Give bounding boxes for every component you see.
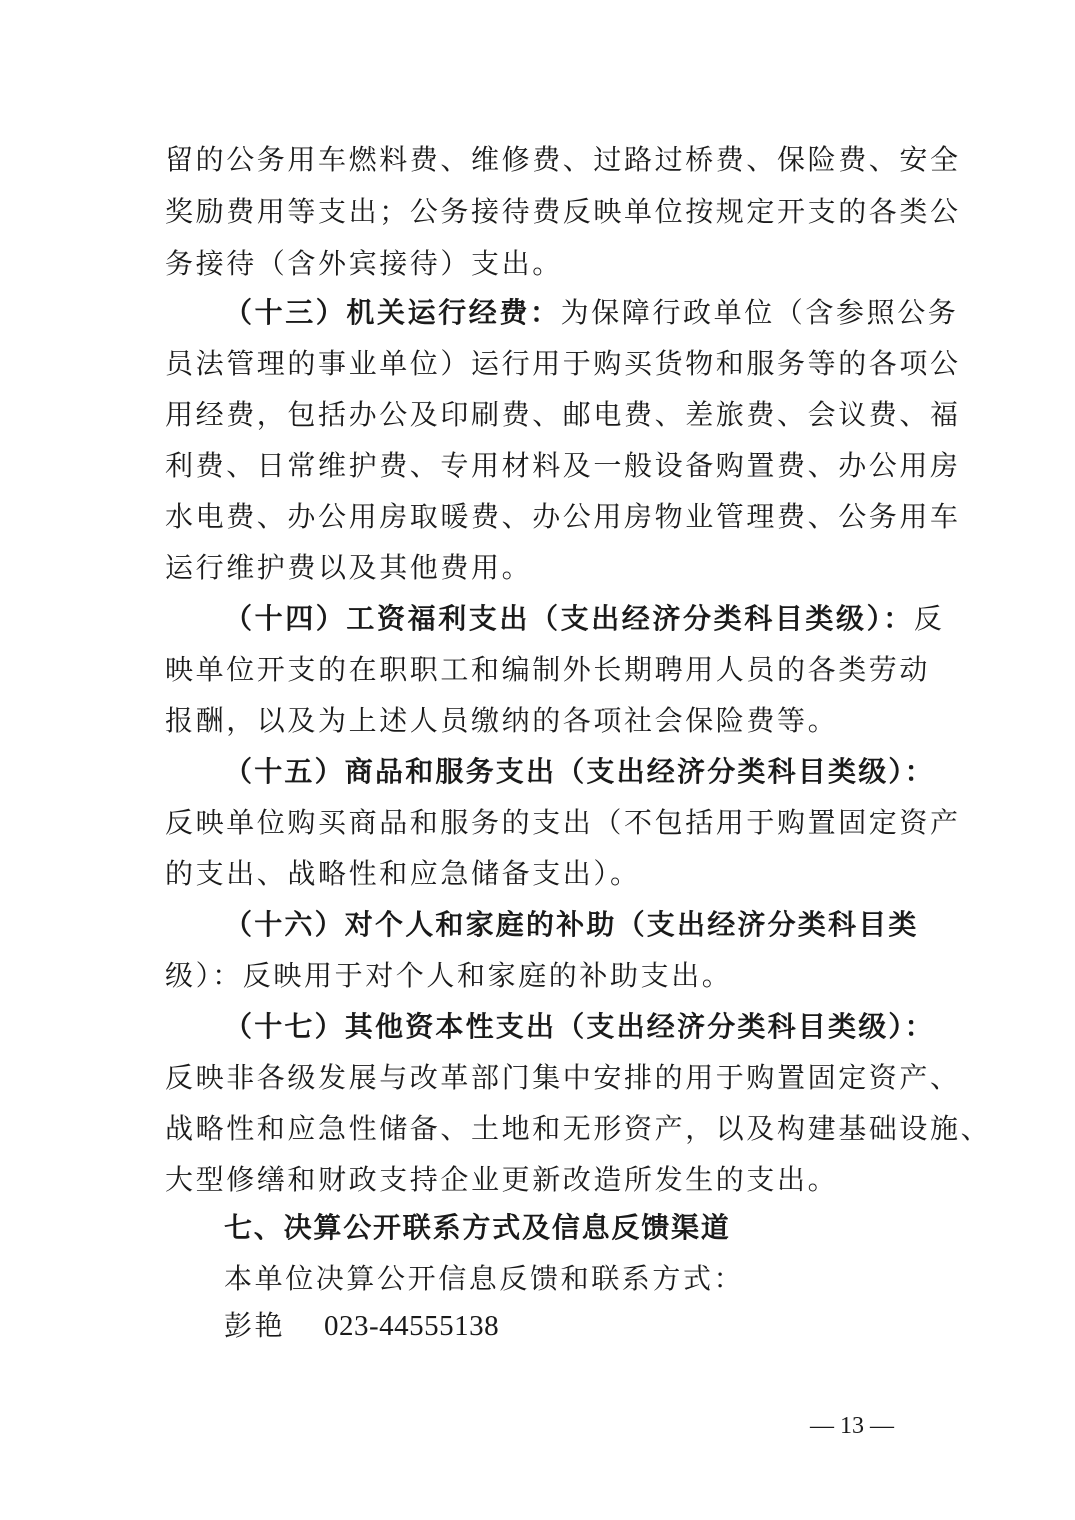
body-text-line: 利费、日常维护费、专用材料及一般设备购置费、办公用房 xyxy=(165,449,961,482)
body-text-line: 务接待（含外宾接待）支出。 xyxy=(165,247,563,280)
section-term-17: （十七）其他资本性支出（支出经济分类科目类级）： xyxy=(224,1010,935,1043)
body-text-line: 反映非各级发展与改革部门集中安排的用于购置固定资产、 xyxy=(165,1061,961,1094)
paragraph-13 xyxy=(224,293,958,333)
body-text-line: 本单位决算公开信息反馈和联系方式： xyxy=(224,1262,745,1295)
body-text-line: 留的公务用车燃料费、维修费、过路过桥费、保险费、安全 xyxy=(165,143,961,176)
section-term-15: （十五）商品和服务支出（支出经济分类科目类级）： xyxy=(224,755,935,788)
section-term-14: （十四）工资福利支出（支出经济分类科目类级）： xyxy=(224,602,914,635)
body-text-line: 水电费、办公用房取暖费、办公用房物业管理费、公务用车 xyxy=(165,500,961,533)
body-text-line: 奖励费用等支出；公务接待费反映单位按规定开支的各类公 xyxy=(165,195,961,228)
body-text: 为保障行政单位（含参照公务 xyxy=(560,296,959,329)
body-text-line: 映单位开支的在职职工和编制外长期聘用人员的各类劳动 xyxy=(165,653,931,686)
contact-name: 彭艳 xyxy=(224,1309,286,1342)
body-text-line: 员法管理的事业单位）运行用于购买货物和服务等的各项公 xyxy=(165,347,961,380)
contact-line xyxy=(224,1306,499,1346)
body-text-line: 报酬，以及为上述人员缴纳的各项社会保险费等。 xyxy=(165,704,839,737)
body-text-line: 反映单位购买商品和服务的支出（不包括用于购置固定资产 xyxy=(165,806,961,839)
body-text: 反 xyxy=(913,602,945,635)
paragraph-14 xyxy=(224,599,944,639)
body-text-line: 级）：反映用于对个人和家庭的补助支出。 xyxy=(165,959,733,992)
section-term-13: （十三）机关运行经费： xyxy=(224,296,561,329)
section-term-16: （十六）对个人和家庭的补助（支出经济分类科目类 xyxy=(224,908,919,941)
body-text-line: 战略性和应急性储备、土地和无形资产，以及构建基础设施、 xyxy=(165,1112,992,1145)
section-heading: 七、决算公开联系方式及信息反馈渠道 xyxy=(224,1211,731,1244)
body-text-line: 用经费，包括办公及印刷费、邮电费、差旅费、会议费、福 xyxy=(165,398,961,431)
body-text-line: 的支出、战略性和应急储备支出）。 xyxy=(165,857,641,890)
page-number: — 13 — xyxy=(810,1413,894,1439)
body-text-line: 大型修缮和财政支持企业更新改造所发生的支出。 xyxy=(165,1163,839,1196)
body-text-line: 运行维护费以及其他费用。 xyxy=(165,551,533,584)
contact-phone: 023-44555138 xyxy=(324,1310,500,1342)
